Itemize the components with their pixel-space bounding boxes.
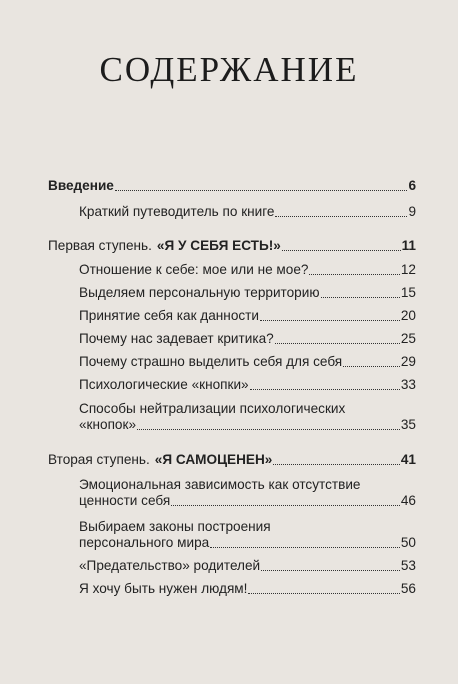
dot-leader	[275, 215, 407, 217]
toc-page-number: 25	[400, 331, 416, 346]
toc-step-prefix: Первая ступень.	[48, 238, 152, 253]
toc-entry-label: Я хочу быть нужен людям!	[79, 581, 248, 596]
toc-entry[interactable]	[79, 353, 416, 370]
toc-entry-label: Краткий путеводитель по книге	[79, 204, 275, 219]
toc-page-number: 29	[400, 354, 416, 369]
dot-leader	[273, 463, 400, 465]
toc-entry-label: Психологические «кнопки»	[79, 377, 249, 392]
dot-leader	[210, 546, 400, 548]
dot-leader	[343, 365, 400, 367]
toc-entry[interactable]	[79, 261, 416, 278]
toc-entry-label: Выделяем персональную территорию	[79, 285, 320, 300]
toc-entry-label-line1: Эмоциональная зависимость как отсутствие	[79, 477, 361, 492]
dot-leader	[321, 296, 400, 298]
dot-leader	[137, 428, 400, 430]
toc-page-number: 11	[401, 238, 416, 253]
dot-leader	[115, 189, 408, 191]
toc-entry[interactable]	[79, 534, 416, 551]
toc-page-number: 6	[408, 178, 416, 193]
toc-entry-label: Отношение к себе: мое или не мое?	[79, 262, 309, 277]
dot-leader	[171, 504, 400, 506]
toc-step-title: «Я У СЕБЯ ЕСТЬ!»	[156, 238, 281, 253]
dot-leader	[260, 319, 400, 321]
toc-entry-label-line1: Выбираем законы построения	[79, 519, 271, 534]
toc-entry[interactable]	[79, 580, 416, 597]
dot-leader	[250, 388, 400, 390]
toc-entry-label: персонального мира	[79, 535, 210, 550]
toc-entry[interactable]	[79, 492, 416, 509]
toc-entry-label-line1: Способы нейтрализации психологических	[79, 401, 346, 416]
toc-entry-step2[interactable]	[48, 451, 416, 468]
dot-leader	[261, 569, 400, 571]
toc-entry[interactable]	[79, 284, 416, 301]
dot-leader	[309, 273, 399, 275]
toc-entry-label: «кнопок»	[79, 417, 137, 432]
toc-entry-intro[interactable]	[48, 177, 416, 194]
toc-page-number: 46	[400, 493, 416, 508]
toc-entry-guide[interactable]	[79, 203, 416, 220]
toc-page-number: 50	[400, 535, 416, 550]
toc-entry[interactable]	[79, 376, 416, 393]
page-title: СОДЕРЖАНИЕ	[99, 50, 359, 89]
toc-page-number: 53	[400, 558, 416, 573]
toc-entry[interactable]	[79, 330, 416, 347]
toc-page-number: 41	[400, 452, 416, 467]
toc-entry-label: Почему нас задевает критика?	[79, 331, 274, 346]
toc-step-prefix: Вторая ступень.	[48, 452, 150, 467]
toc-entry-label: Принятие себя как данности	[79, 308, 259, 323]
toc-entry[interactable]	[79, 307, 416, 324]
toc-page-number: 15	[400, 285, 416, 300]
toc-entry-label: Введение	[48, 178, 114, 193]
dot-leader	[248, 592, 399, 594]
toc-page-number: 12	[400, 262, 416, 277]
toc-step-title: «Я САМОЦЕНЕН»	[154, 452, 273, 467]
toc-entry-label: Почему страшно выделить себя для себя	[79, 354, 343, 369]
dot-leader	[275, 342, 400, 344]
toc-entry[interactable]	[79, 557, 416, 574]
toc-page-number: 33	[400, 377, 416, 392]
dot-leader	[282, 249, 401, 251]
toc-entry[interactable]	[79, 416, 416, 433]
toc-page-number: 35	[400, 417, 416, 432]
toc-page-number: 9	[408, 204, 416, 219]
toc-entry-step1[interactable]	[48, 237, 416, 254]
toc-page-number: 20	[400, 308, 416, 323]
toc-entry-label: ценности себя	[79, 493, 171, 508]
toc-page-number: 56	[400, 581, 416, 596]
toc-entry-label: «Предательство» родителей	[79, 558, 261, 573]
